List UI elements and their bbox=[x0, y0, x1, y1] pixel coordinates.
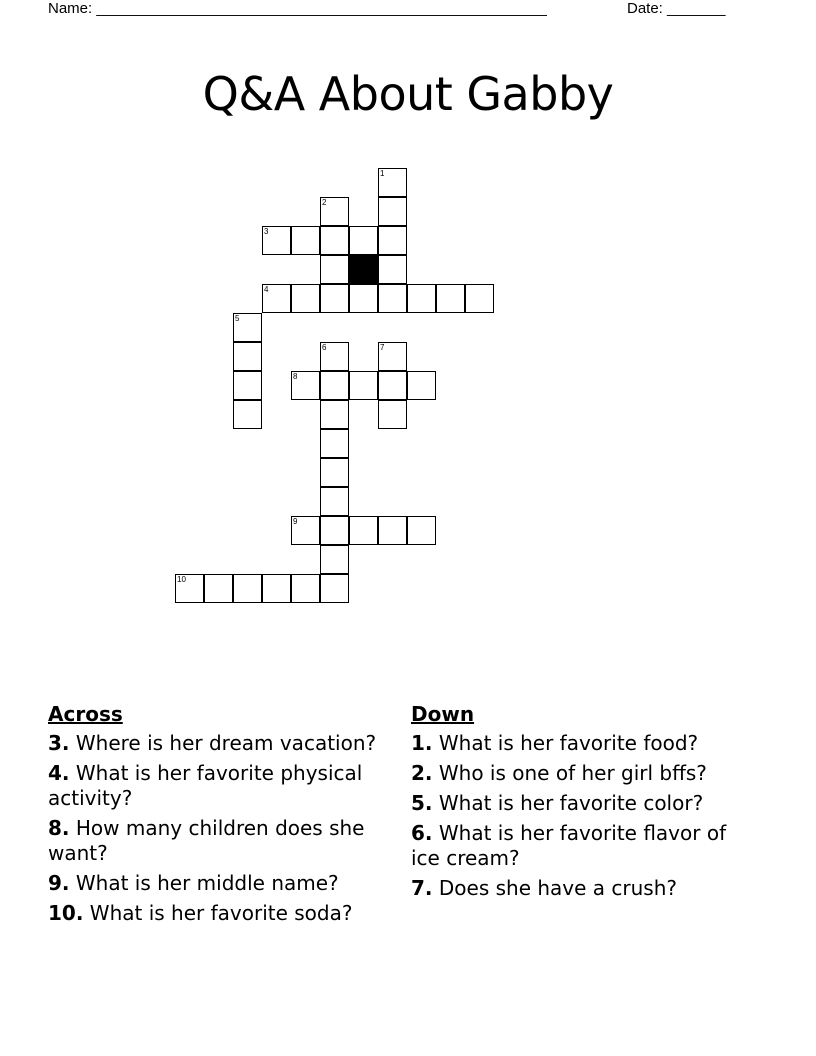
grid-cell[interactable] bbox=[291, 516, 320, 545]
clue-text: What is her favorite food? bbox=[438, 731, 699, 755]
clue-number: 6. bbox=[411, 821, 433, 845]
page-title: Q&A About Gabby bbox=[202, 66, 614, 121]
grid-cell[interactable] bbox=[320, 545, 349, 574]
clue-number: 3. bbox=[48, 731, 70, 755]
across-clue bbox=[48, 731, 398, 756]
grid-cell[interactable] bbox=[204, 574, 233, 603]
grid-cell[interactable] bbox=[349, 226, 378, 255]
grid-cell[interactable] bbox=[378, 400, 407, 429]
grid-cell[interactable] bbox=[378, 371, 407, 400]
clue-number: 5. bbox=[411, 791, 433, 815]
down-clues bbox=[411, 702, 751, 906]
clue-text: What is her favorite color? bbox=[438, 791, 704, 815]
grid-cell[interactable] bbox=[175, 574, 204, 603]
grid-cell[interactable] bbox=[291, 284, 320, 313]
across-heading: Across bbox=[48, 702, 123, 726]
clue-text: What is her favorite soda? bbox=[89, 901, 353, 925]
across-clue bbox=[48, 816, 398, 866]
down-clue bbox=[411, 731, 751, 756]
grid-cell[interactable] bbox=[320, 429, 349, 458]
clue-number: 7. bbox=[411, 876, 433, 900]
clue-number: 10. bbox=[48, 901, 84, 925]
clue-text: How many children does she want? bbox=[48, 816, 365, 865]
clue-text: What is her favorite physical activity? bbox=[48, 761, 363, 810]
clue-number: 4. bbox=[48, 761, 70, 785]
clue-number: 8. bbox=[48, 816, 70, 840]
grid-cell[interactable] bbox=[378, 516, 407, 545]
grid-cell[interactable] bbox=[407, 516, 436, 545]
grid-cell[interactable] bbox=[320, 371, 349, 400]
clue-number: 4 bbox=[264, 285, 269, 294]
grid-cell[interactable] bbox=[320, 197, 349, 226]
grid-cell[interactable] bbox=[349, 371, 378, 400]
clue-text: Where is her dream vacation? bbox=[75, 731, 377, 755]
clue-number: 2. bbox=[411, 761, 433, 785]
across-clues bbox=[48, 702, 398, 931]
grid-cell[interactable] bbox=[233, 400, 262, 429]
clue-number: 10 bbox=[177, 575, 186, 584]
grid-cell[interactable] bbox=[378, 284, 407, 313]
grid-cell[interactable] bbox=[349, 284, 378, 313]
across-clue bbox=[48, 761, 398, 811]
clue-number: 1. bbox=[411, 731, 433, 755]
grid-cell[interactable] bbox=[291, 371, 320, 400]
grid-cell[interactable] bbox=[436, 284, 465, 313]
grid-cell[interactable] bbox=[378, 255, 407, 284]
down-clue bbox=[411, 876, 751, 901]
clue-number: 6 bbox=[322, 343, 327, 352]
down-clue-list bbox=[411, 731, 751, 901]
grid-cell[interactable] bbox=[378, 226, 407, 255]
grid-cell[interactable] bbox=[378, 342, 407, 371]
grid-cell[interactable] bbox=[233, 342, 262, 371]
grid-cell[interactable] bbox=[233, 371, 262, 400]
grid-cell[interactable] bbox=[349, 516, 378, 545]
grid-cell[interactable] bbox=[262, 226, 291, 255]
grid-cell[interactable] bbox=[320, 226, 349, 255]
blocked-cell bbox=[349, 255, 378, 284]
grid-cell[interactable] bbox=[262, 284, 291, 313]
grid-cell[interactable] bbox=[320, 574, 349, 603]
down-clue bbox=[411, 761, 751, 786]
clue-number: 8 bbox=[293, 372, 298, 381]
down-clue bbox=[411, 791, 751, 816]
grid-cell[interactable] bbox=[378, 197, 407, 226]
name-field-label: Name: ______________________________________________________ bbox=[48, 0, 547, 17]
grid-cell[interactable] bbox=[465, 284, 494, 313]
grid-cell[interactable] bbox=[320, 516, 349, 545]
across-clue-list bbox=[48, 731, 398, 926]
grid-cell[interactable] bbox=[378, 168, 407, 197]
grid-cell[interactable] bbox=[407, 371, 436, 400]
across-clue bbox=[48, 871, 398, 896]
grid-cell[interactable] bbox=[233, 313, 262, 342]
clue-number: 7 bbox=[380, 343, 385, 352]
clue-number: 9 bbox=[293, 517, 298, 526]
date-field-label: Date: _______ bbox=[627, 0, 726, 17]
down-heading: Down bbox=[411, 702, 475, 726]
clue-text: What is her favorite flavor of ice cream? bbox=[411, 821, 727, 870]
across-clue bbox=[48, 901, 398, 926]
clue-text: Does she have a crush? bbox=[438, 876, 677, 900]
clue-number: 1 bbox=[380, 169, 385, 178]
clue-number: 5 bbox=[235, 314, 240, 323]
grid-cell[interactable] bbox=[320, 284, 349, 313]
grid-cell[interactable] bbox=[233, 574, 262, 603]
clue-text: Who is one of her girl bffs? bbox=[438, 761, 707, 785]
grid-cell[interactable] bbox=[291, 574, 320, 603]
grid-cell[interactable] bbox=[320, 487, 349, 516]
clue-number: 2 bbox=[322, 198, 327, 207]
grid-cell[interactable] bbox=[320, 342, 349, 371]
clue-number: 9. bbox=[48, 871, 70, 895]
grid-cell[interactable] bbox=[407, 284, 436, 313]
down-clue bbox=[411, 821, 751, 871]
clue-number: 3 bbox=[264, 227, 269, 236]
grid-cell[interactable] bbox=[320, 255, 349, 284]
clue-text: What is her middle name? bbox=[75, 871, 339, 895]
grid-cell[interactable] bbox=[262, 574, 291, 603]
grid-cell[interactable] bbox=[291, 226, 320, 255]
grid-cell[interactable] bbox=[320, 400, 349, 429]
grid-cell[interactable] bbox=[320, 458, 349, 487]
